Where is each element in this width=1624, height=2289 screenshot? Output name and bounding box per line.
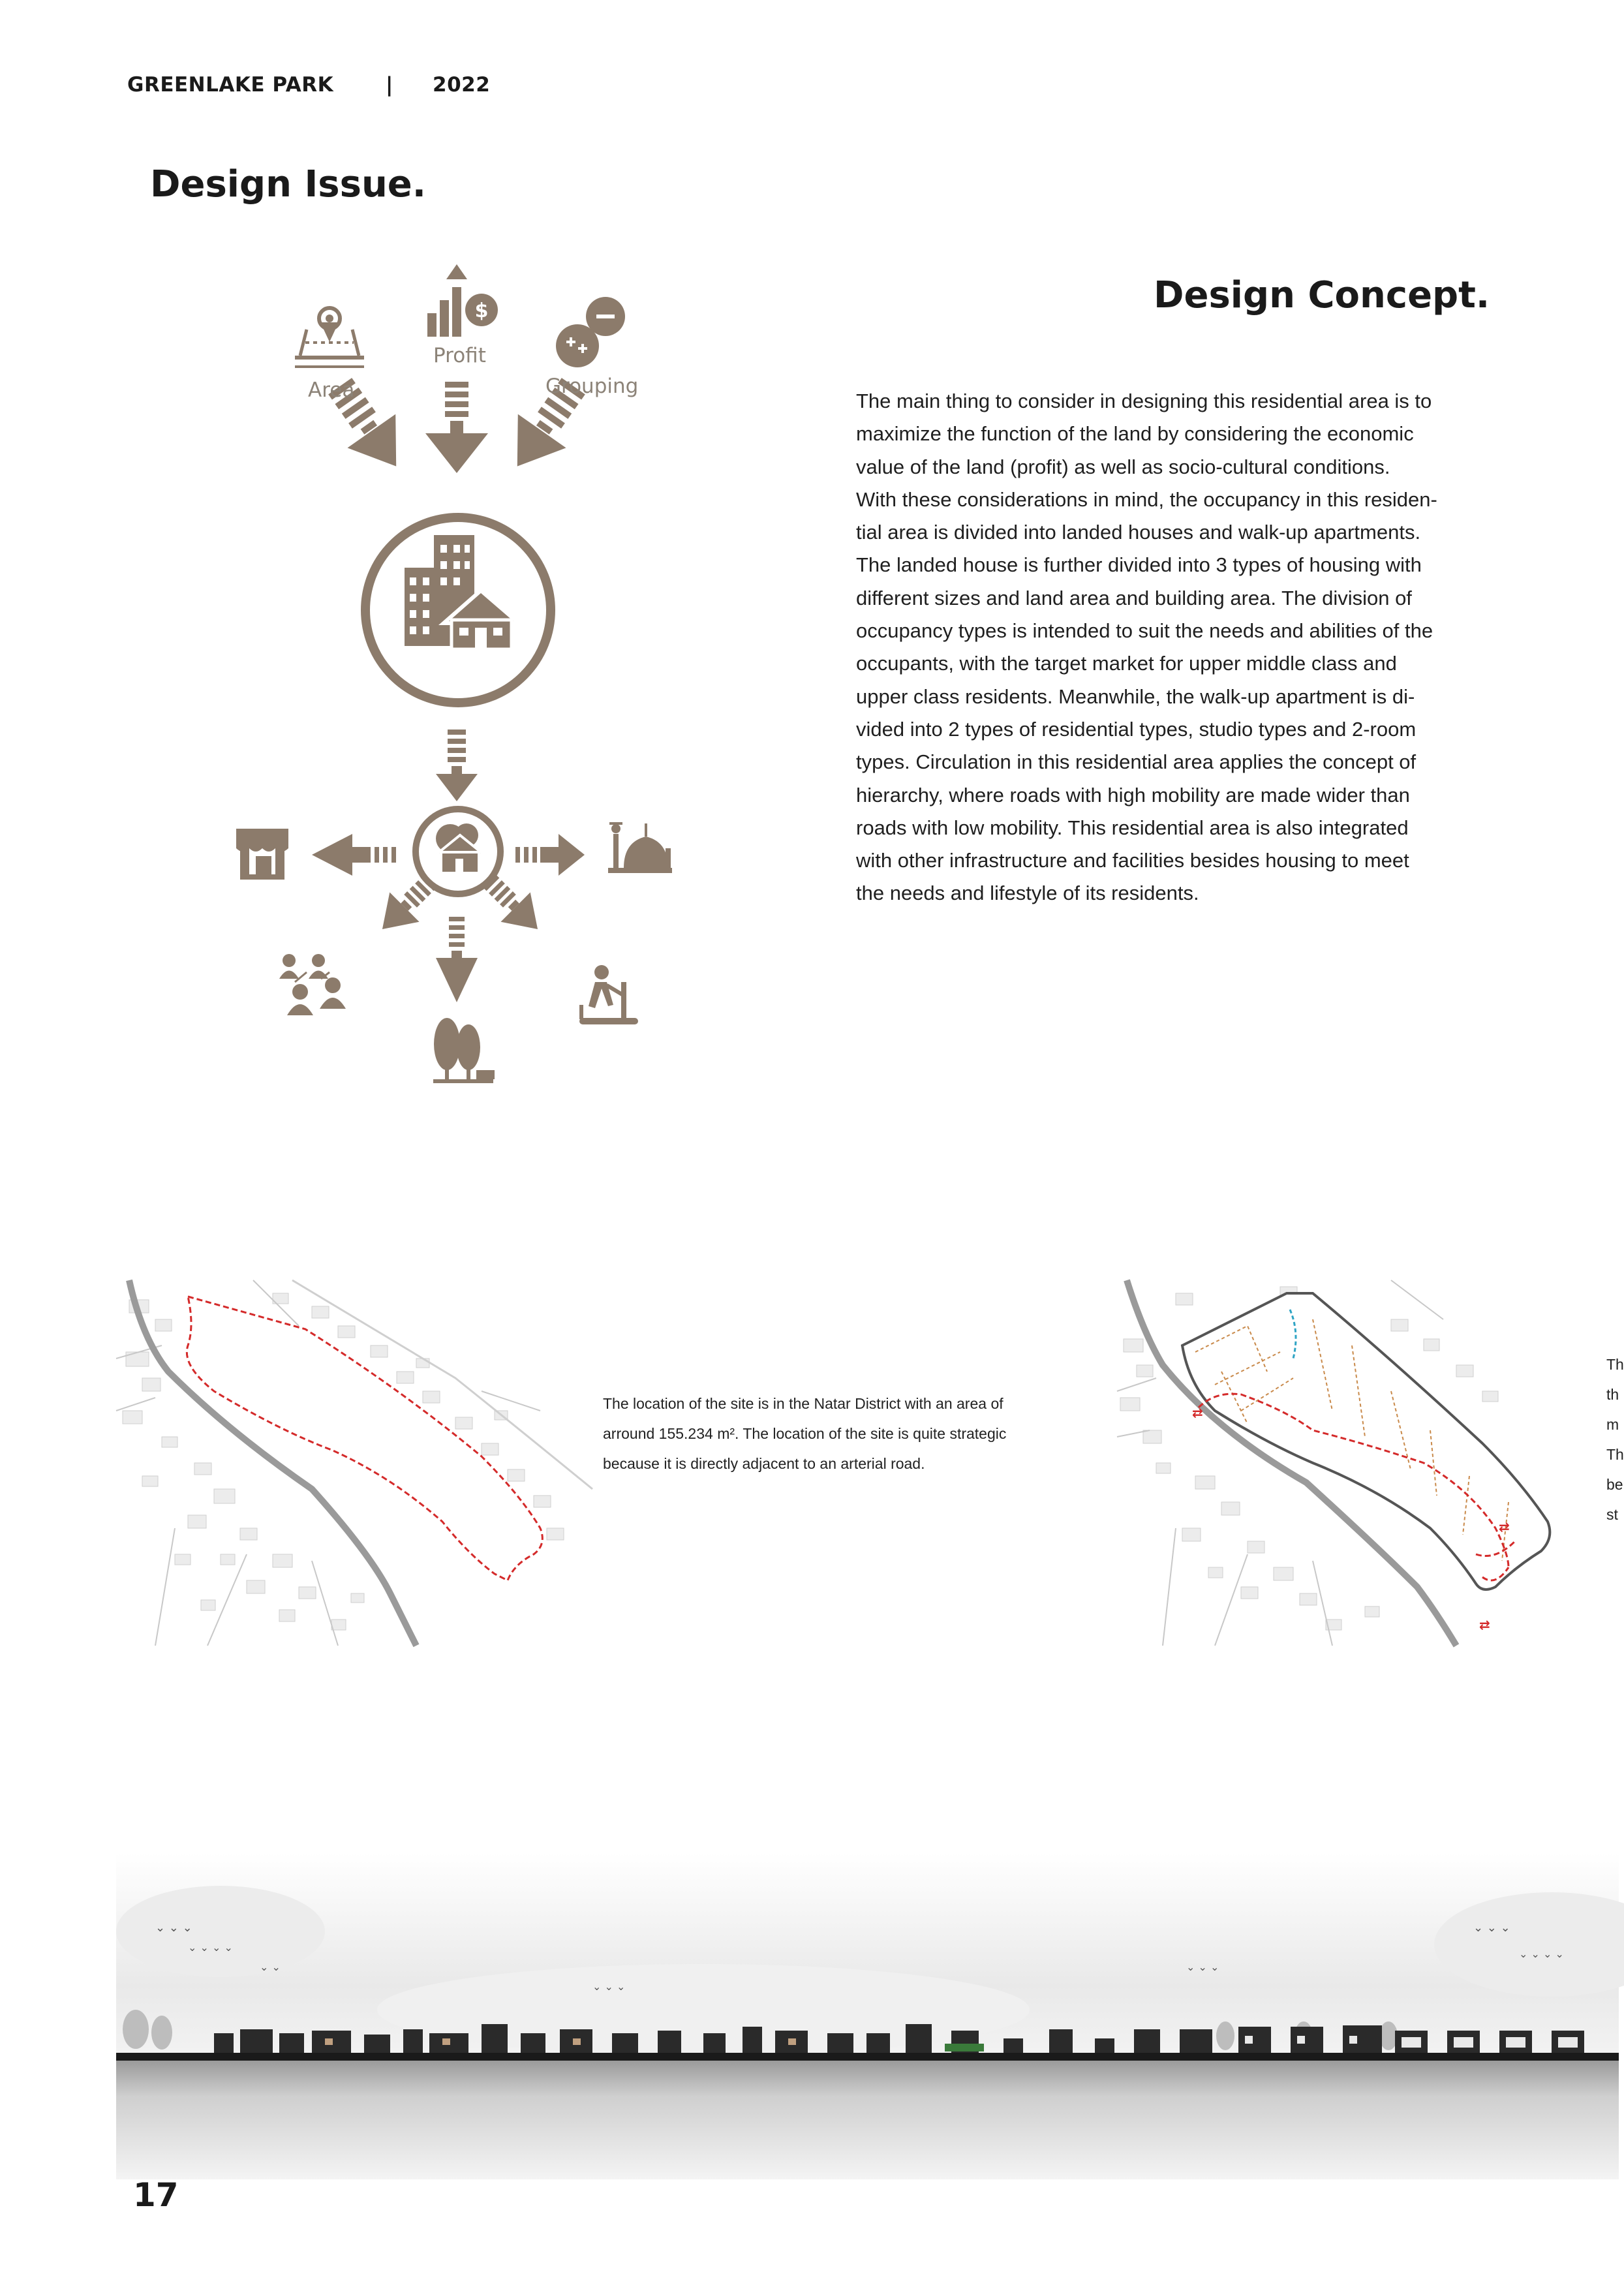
project-title: GREENLAKE PARK	[127, 73, 334, 97]
caption-line: because it is directly adjacent to an arterial road.	[603, 1455, 925, 1472]
concept-line: With these considerations in mind, the occupancy in this residen-	[856, 487, 1437, 511]
concept-line: with other infrastructure and facilities besides housing to meet	[856, 849, 1409, 872]
concept-line: The main thing to consider in designing this residential area is to	[856, 390, 1432, 412]
treadmill-icon	[579, 965, 638, 1024]
concept-line: The landed house is further divided into 3 types of housing with	[856, 553, 1422, 577]
profit-icon	[427, 264, 498, 337]
arrow-down-mid	[436, 917, 478, 1002]
site-location-caption	[603, 1389, 1073, 1479]
caption-line: st	[1606, 1506, 1618, 1523]
residential-center-icon	[365, 517, 551, 703]
area-label: Area	[308, 378, 355, 402]
caption-line: be	[1606, 1476, 1623, 1493]
project-year: 2022	[433, 73, 491, 97]
header-separator: |	[386, 73, 393, 97]
svg-text:⌄ ⌄: ⌄ ⌄	[260, 1961, 281, 1973]
arrow-left-shop	[312, 834, 396, 876]
concept-line: vided into 2 types of residential types, studio types and 2-room	[856, 717, 1417, 741]
shop-icon	[236, 829, 288, 880]
arrow-down-left	[367, 867, 445, 944]
caption-line: th	[1606, 1386, 1619, 1403]
caption-line: m	[1606, 1416, 1619, 1433]
design-issue-title: Design Issue.	[150, 163, 427, 206]
mosque-icon	[608, 822, 672, 873]
caption-line: arround 155.234 m². The location of the site is quite strategic	[603, 1425, 1007, 1442]
design-concept-paragraph	[856, 385, 1454, 910]
svg-text:⇄: ⇄	[1192, 1405, 1203, 1421]
arrow-down-right	[475, 867, 553, 944]
design-concept-title: Design Concept.	[1154, 274, 1490, 316]
caption-line: The location of the site is in the Natar District with an area of	[603, 1395, 1004, 1412]
concept-line: occupants, with the target market for upper middle class and	[856, 652, 1397, 675]
area-icon	[295, 308, 364, 368]
svg-text:⇄: ⇄	[1499, 1519, 1510, 1535]
svg-text:⇄: ⇄	[1479, 1617, 1490, 1633]
svg-text:⌄ ⌄ ⌄ ⌄: ⌄ ⌄ ⌄ ⌄	[188, 1941, 233, 1954]
concept-line: upper class residents. Meanwhile, the walk-up apartment is di-	[856, 684, 1415, 708]
caption-line: Th	[1606, 1356, 1624, 1373]
concept-line: maximize the function of the land by considering the economic	[856, 422, 1414, 446]
concept-line: value of the land (profit) as well as socio-cultural conditions.	[856, 455, 1390, 478]
community-people-icon	[279, 954, 346, 1015]
concept-line: different sizes and land area and building area. The division of	[856, 586, 1412, 609]
svg-text:⌄ ⌄ ⌄: ⌄ ⌄ ⌄	[1473, 1921, 1510, 1935]
concept-line: tial area is divided into landed houses and walk-up apartments.	[856, 521, 1421, 544]
concept-line: hierarchy, where roads with high mobility are made wider than	[856, 783, 1410, 807]
site-section-panorama	[116, 1853, 1619, 2179]
site-location-map	[116, 1280, 594, 1646]
arrow-right-mosque	[515, 834, 585, 876]
caption-line: Th	[1606, 1446, 1624, 1463]
arrow-profit	[425, 382, 488, 473]
svg-text:⌄ ⌄ ⌄: ⌄ ⌄ ⌄	[1186, 1961, 1219, 1973]
concept-line: roads with low mobility. This residential area is also integrated	[856, 816, 1409, 839]
concept-line: types. Circulation in this residential area applies the concept of	[856, 750, 1417, 774]
svg-text:$: $	[474, 300, 489, 322]
concept-line: occupancy types is intended to suit the needs and abilities of the	[856, 619, 1433, 643]
site-circulation-map	[1117, 1280, 1613, 1646]
svg-text:⌄ ⌄ ⌄: ⌄ ⌄ ⌄	[592, 1980, 626, 1993]
svg-text:⌄ ⌄ ⌄ ⌄: ⌄ ⌄ ⌄ ⌄	[1519, 1948, 1564, 1960]
arrow-down-center	[436, 730, 478, 801]
cut-off-caption	[1606, 1349, 1624, 1529]
grouping-icon	[556, 297, 625, 367]
svg-text:⌄ ⌄ ⌄: ⌄ ⌄ ⌄	[155, 1921, 192, 1935]
grouping-label: Grouping	[545, 375, 639, 398]
concept-line: the needs and lifestyle of its residents.	[856, 882, 1199, 905]
park-trees-icon	[433, 1018, 495, 1083]
profit-label: Profit	[433, 344, 486, 367]
page-number: 17	[133, 2176, 179, 2214]
